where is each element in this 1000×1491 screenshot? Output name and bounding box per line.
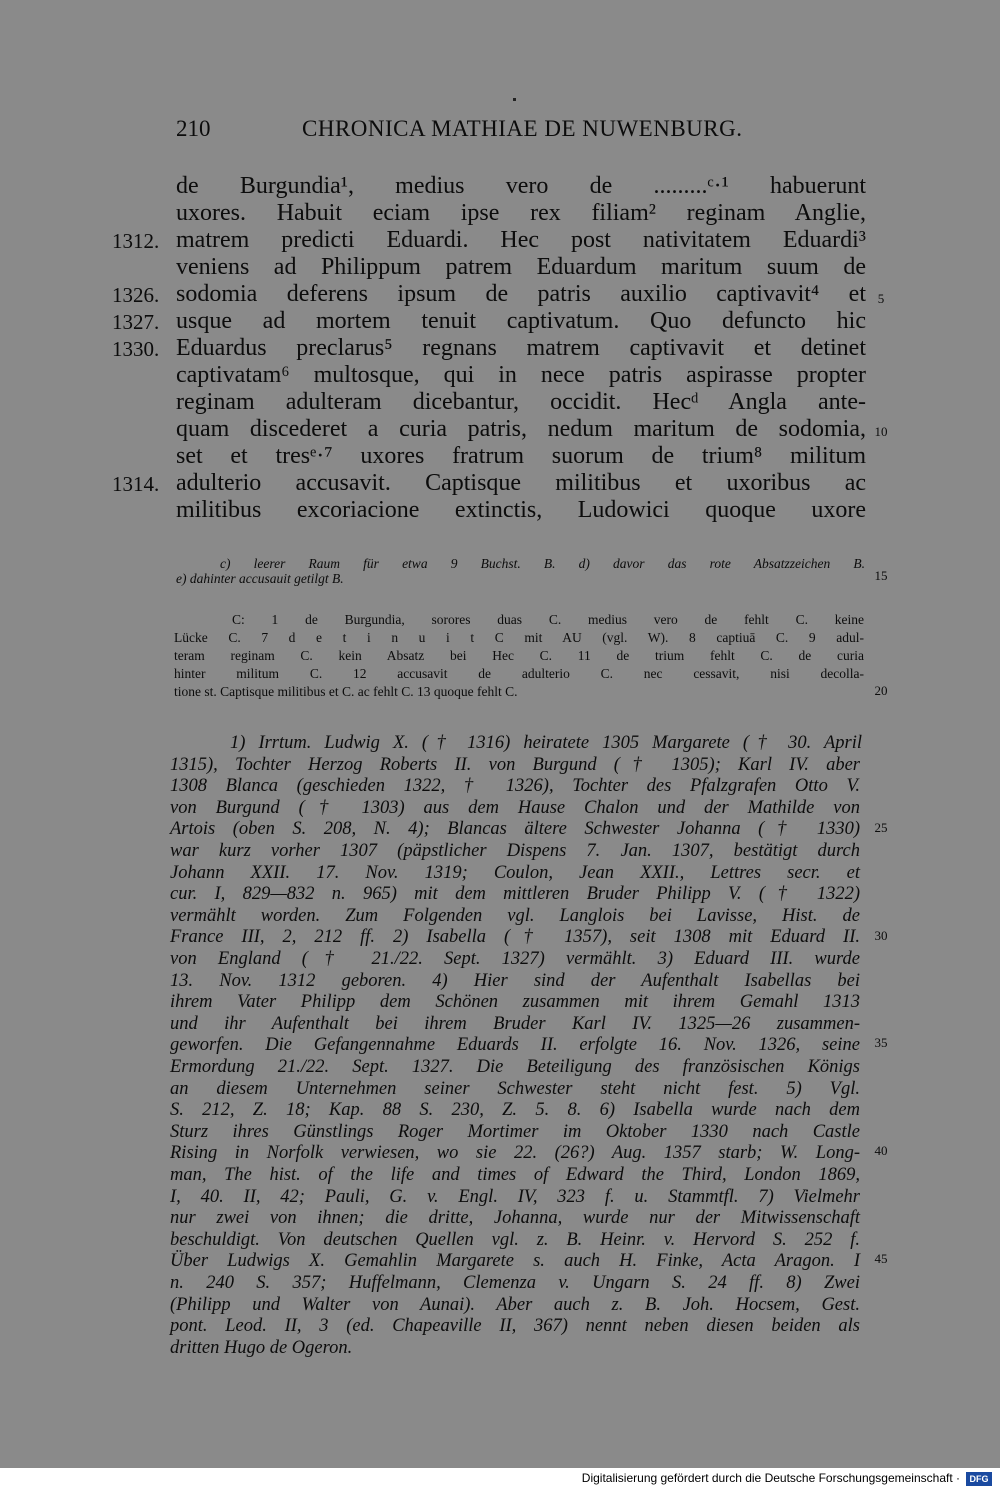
footnote-line: Ermordung 21./22. Sept. 1327. Die Beteiligung des französischen Königs (170, 1057, 860, 1077)
main-line: set et tresᵉ·⁷ uxores fratrum suorum de trium⁸ militum (176, 443, 866, 469)
main-line: militibus excoriacione extinctis, Ludowici quoque uxore (176, 497, 866, 523)
footnote-line: vermählt worden. Zum Folgenden vgl. Langlois bei Lavisse, Hist. de (170, 905, 860, 926)
line-number: 20 (874, 683, 888, 698)
footnote-line: von England († 21./22. Sept. 1327) vermählt. 3) Eduard III. wurde (170, 949, 860, 969)
footnote-line: 1308 Blanca (geschieden 1322, † 1326), Tochter des Pfalzgrafen Otto V. (170, 776, 860, 797)
main-line: matrem predicti Eduardi. Hec post nativitatem Eduardi³ (176, 227, 866, 253)
line-number: 5 (877, 291, 885, 306)
footnote-line: dritten Hugo de Ogeron. (170, 1337, 353, 1358)
digitization-footer (0, 1468, 1000, 1491)
footnote-line: Sturz ihres Günstlings Roger Mortimer im Oktober 1330 nach Castle (170, 1121, 860, 1142)
note-line: c) leerer Raum für etwa 9 Buchst. B. d) davor das rote Absatzzeichen B. (220, 556, 865, 571)
footnote-line: France III, 2, 212 ff. 2) Isabella († 1357), seit 1308 mit Eduard II. (170, 927, 860, 948)
year-note: 1330. (112, 337, 160, 361)
line-number: 25 (874, 820, 888, 835)
footnote-line: S. 212, Z. 18; Kap. 88 S. 230, Z. 5. 8. 6) Isabella wurde nach dem (170, 1100, 860, 1121)
page-number: 210 (176, 116, 211, 141)
main-line: Eduardus preclarus⁵ regnans matrem captivavit et detinet (176, 335, 866, 361)
footnote-line: pont. Leod. II, 3 (ed. Chapeaville II, 367) nennt neben diesen beiden als (170, 1316, 860, 1337)
year-note: 1327. (112, 310, 160, 334)
main-line: veniens ad Philippum patrem Eduardum maritum suum de (176, 254, 866, 280)
footnote-line: 1) Irrtum. Ludwig X. († 1316) heiratete 1305 Margarete († 30. April (230, 733, 862, 753)
running-title: CHRONICA MATHIAE DE NUWENBURG. (302, 116, 743, 141)
variant-line: Lücke C. 7 d e t i n u i t C mit AU (vgl. W). 8 captiuā C. 9 adul- (174, 630, 864, 645)
footnote-line: geworfen. Die Gefangennahme Eduards II. erfolgte 16. Nov. 1326, seine (170, 1035, 860, 1056)
variant-line: tione st. Captisque militibus et C. ac fehlt C. 13 quoque fehlt C. (174, 684, 518, 699)
main-line: reginam adulteram dicebantur, occidit. Hecᵈ Angla ante- (176, 389, 866, 415)
year-note: 1326. (112, 283, 160, 307)
main-line: uxores. Habuit eciam ipse rex filiam² reginam Anglie, (176, 200, 866, 226)
footnote-line: ihrem Vater Philipp dem Schönen zusammen mit ihrem Gemahl 1313 (170, 992, 860, 1013)
variant-line: hinter militum C. 12 accusavit de adulterio C. nec cessavit, nisi decolla- (174, 666, 864, 681)
main-line: quam discederet a curia patris, nedum maritum de sodomia, (176, 416, 866, 442)
funding-credit: Digitalisierung gefördert durch die Deutsche Forschungsgemeinschaft · (581, 1471, 960, 1485)
line-number: 35 (874, 1035, 888, 1050)
line-number: 40 (874, 1143, 888, 1158)
footnote-line: man, The hist. of the life and times of Edward the Third, London 1869, (170, 1165, 860, 1185)
footnote-line: n. 240 S. 357; Huffelmann, Clemenza v. Ungarn S. 24 ff. 8) Zwei (170, 1273, 860, 1293)
footnote-line: von Burgund († 1303) aus dem Hause Chalon und der Mathilde von (170, 797, 860, 818)
footnote-line: I, 40. II, 42; Pauli, G. v. Engl. IV, 323 f. u. Stammtfl. 7) Vielmehr (170, 1186, 860, 1207)
page-top-mark (513, 98, 516, 101)
dfg-logo-icon: DFG (966, 1472, 992, 1486)
line-number: 30 (874, 928, 888, 943)
main-line: captivatam⁶ multosque, qui in nece patris aspirasse propter (176, 362, 866, 388)
footnote-line: cur. I, 829—832 n. 965) mit dem mittleren Bruder Philipp V. († 1322) (170, 884, 860, 905)
footnote-line: (Philipp und Walter von Aunai). Aber auch z. B. Joh. Hocsem, Gest. (170, 1294, 860, 1315)
footnote-line: 1315), Tochter Herzog Roberts II. von Burgund († 1305); Karl IV. aber (170, 754, 860, 775)
variant-line: teram reginam C. kein Absatz bei Hec C. 11 de trium fehlt C. de curia (174, 648, 864, 663)
footnote-line: und ihr Aufenthalt bei ihrem Bruder Karl IV. 1325—26 zusammen- (170, 1013, 860, 1034)
footnote-line: beschuldigt. Von deutschen Quellen vgl. z. B. Heinr. v. Hervord S. 252 f. (170, 1229, 860, 1250)
footnote-line: Rising in Norfolk verwiesen, wo sie 22. (26?) Aug. 1357 starb; W. Long- (170, 1143, 860, 1164)
footnote-line: war kurz vorher 1307 (päpstlicher Dispens 7. Jan. 1307, bestätigt durch (170, 841, 860, 861)
main-line: sodomia deferens ipsum de patris auxilio captivavit⁴ et (176, 281, 866, 307)
year-note: 1312. (112, 229, 160, 253)
footnote-line: an diesem Unternehmen seiner Schwester steht nicht fest. 5) Vgl. (170, 1078, 860, 1099)
main-line: adulterio accusavit. Captisque militibus et uxoribus ac (176, 470, 866, 496)
footnote-line: Über Ludwigs X. Gemahlin Margarete s. auch H. Finke, Acta Aragon. I (170, 1251, 860, 1272)
line-number: 45 (874, 1251, 888, 1266)
note-line: e) dahinter accusauit getilgt B. (176, 571, 344, 586)
main-line: de Burgundia¹, medius vero de .........ᶜ·¹ habuerunt (176, 173, 866, 199)
line-number: 15 (874, 568, 888, 583)
line-number: 10 (874, 424, 888, 439)
footnote-line: Artois (oben S. 208, N. 4); Blancas ältere Schwester Johanna († 1330) (170, 819, 860, 840)
year-note: 1314. (112, 472, 160, 496)
main-line: usque ad mortem tenuit captivatum. Quo defuncto hic (176, 308, 866, 334)
footnote-line: nur zwei von ihnen; die dritte, Johanna, wurde nur der Mitwissenschaft (170, 1208, 860, 1229)
footnote-line: 13. Nov. 1312 geboren. 4) Hier sind der Aufenthalt Isabellas bei (170, 970, 860, 991)
footnote-line: Johann XXII. 17. Nov. 1319; Coulon, Jean XXII., Lettres secr. et (170, 862, 860, 883)
variant-line: C: 1 de Burgundia, sorores duas C. medius vero de fehlt C. keine (232, 612, 864, 627)
